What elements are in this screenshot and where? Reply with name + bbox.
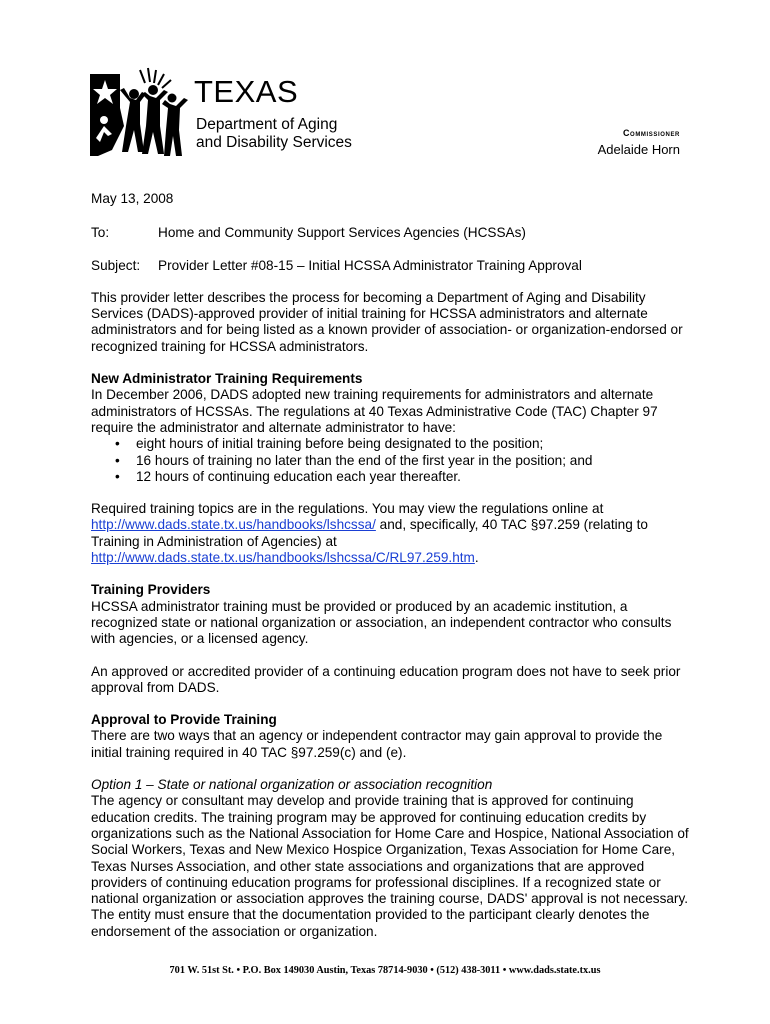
regs-text-3: . bbox=[474, 550, 479, 566]
regulations-paragraph bbox=[91, 501, 691, 566]
subject-value: Provider Letter #08-15 – Initial HCSSA Administrator Training Approval bbox=[158, 257, 582, 273]
regs-text-2: and, specifically, 40 TAC §97.259 (relating to Training in Administration of Agencies) at bbox=[91, 517, 648, 549]
option1-paragraph: The agency or consultant may develop and provide training that is approved for continuing education credits. The training program may be approved for continuing education credits by organizations such as the National Association for Home Care and Hospice, National Association of Social Workers, Texas and New Mexico Hospice Organization, Texas Association for Home Care, Texas Nurses Association, and other state associations and organizations that are approved providers of continuing education programs for professional disciplines. If a recognized state or national organization or association approves the training course, DADS' approval is not necessary. The entity must ensure that the documentation provided to the participant clearly denotes the endorsement of the association or organization. bbox=[91, 793, 689, 939]
section-heading-requirements: New Administrator Training Requirements bbox=[91, 371, 363, 387]
subject-label: Subject: bbox=[91, 257, 141, 273]
department-line-1: Department of Aging bbox=[196, 116, 338, 133]
list-item: • 12 hours of continuing education each year thereafter. bbox=[136, 469, 691, 485]
accredited-paragraph: An approved or accredited provider of a continuing education program does not have to seek prior approval from DADS. bbox=[91, 663, 681, 695]
commissioner-title: Commissioner bbox=[622, 128, 680, 138]
commissioner-block bbox=[598, 128, 680, 157]
providers-paragraph: HCSSA administrator training must be provided or produced by an academic institution, a recognized state or national organization or association, an independent contractor who consults with agencies, or a licensed agency. bbox=[91, 598, 672, 647]
intro-paragraph: This provider letter describes the process for becoming a Department of Aging and Disability Services (DADS)-approved provider of initial training for HCSSA administrators and alternate administrators and for being listed as a known provider of association- or organization-endorsed or recognized training for HCSSA administrators. bbox=[91, 289, 683, 354]
section-heading-providers: Training Providers bbox=[91, 582, 211, 598]
commissioner-name: Adelaide Horn bbox=[597, 142, 680, 157]
rule-97-259-link[interactable]: http://www.dads.state.tx.us/handbooks/lshcssa/C/RL97.259.htm bbox=[91, 550, 475, 566]
handbook-link[interactable]: http://www.dads.state.tx.us/handbooks/lshcssa/ bbox=[91, 517, 376, 533]
to-label: To: bbox=[91, 225, 110, 241]
requirements-paragraph: In December 2006, DADS adopted new training requirements for administrators and alternate administrators of HCSSAs. The regulations at 40 Texas Administrative Code (TAC) Chapter 97 require the administrator and alternate administrator to have: bbox=[91, 387, 658, 435]
option1-heading: Option 1 – State or national organization or association recognition bbox=[91, 777, 493, 793]
texas-figures-icon bbox=[90, 64, 194, 160]
section-heading-approval: Approval to Provide Training bbox=[91, 712, 277, 728]
requirements-list bbox=[91, 436, 691, 485]
letter-body bbox=[91, 191, 691, 940]
department-name bbox=[196, 116, 352, 152]
subject-row bbox=[91, 258, 691, 274]
approval-paragraph: There are two ways that an agency or independent contractor may gain approval to provide the initial training required in 40 TAC §97.259(c) and (e). bbox=[91, 728, 663, 760]
department-line-2: and Disability Services bbox=[196, 134, 352, 151]
brand-name: TEXAS bbox=[194, 74, 299, 109]
regs-text-1: Required training topics are in the regulations. You may view the regulations online at bbox=[91, 501, 604, 517]
to-row bbox=[91, 225, 691, 241]
to-value: Home and Community Support Services Agencies (HCSSAs) bbox=[158, 225, 526, 241]
footer-address: 701 W. 51st St. • P.O. Box 149030 Austin, Texas 78714-9030 • (512) 438-3011 • www.dads.state.tx.us bbox=[169, 965, 601, 976]
agency-logo bbox=[90, 64, 360, 160]
list-item: • 16 hours of training no later than the end of the first year in the position; and bbox=[136, 453, 691, 469]
list-item: • eight hours of initial training before being designated to the position; bbox=[136, 436, 691, 452]
letter-date: May 13, 2008 bbox=[91, 191, 174, 206]
